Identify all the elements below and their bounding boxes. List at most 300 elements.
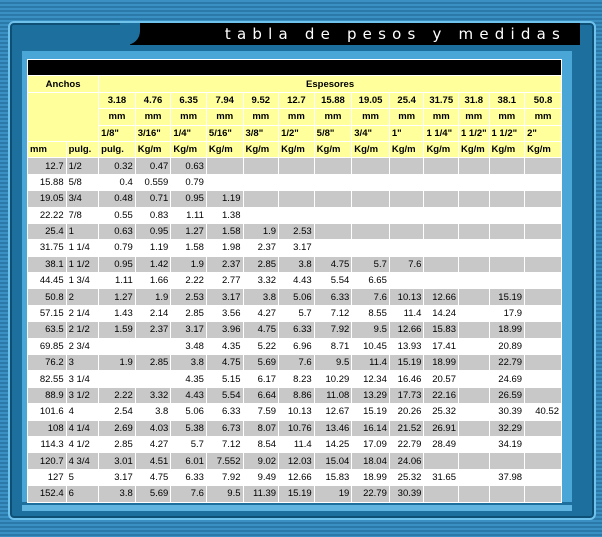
espesor-pulg-header: 3/8" xyxy=(243,125,279,141)
weight-cell: 1.11 xyxy=(99,273,136,289)
weight-cell xyxy=(489,256,525,272)
weight-cell: 14.24 xyxy=(424,305,459,321)
weight-cell: 4.43 xyxy=(279,273,315,289)
weight-cell xyxy=(525,305,562,321)
espesor-mm-header: 38.1 xyxy=(489,92,525,108)
width-pulg-cell: 3 1/2 xyxy=(66,387,99,403)
weight-cell: 5.22 xyxy=(243,338,279,354)
unit-header: Kg/m xyxy=(424,141,459,157)
width-pulg-cell: 6 xyxy=(66,486,99,502)
weight-cell: 4.03 xyxy=(135,420,171,436)
weight-cell: 13.29 xyxy=(352,387,390,403)
weight-cell: 8.86 xyxy=(279,387,315,403)
weight-cell: 12.66 xyxy=(279,469,315,485)
weight-cell xyxy=(459,158,490,174)
width-pulg-cell: 2 1/2 xyxy=(66,322,99,338)
weight-cell: 3.32 xyxy=(135,387,171,403)
weight-cell: 5.7 xyxy=(279,305,315,321)
weight-cell: 3.01 xyxy=(99,453,136,469)
weight-cell: 4.75 xyxy=(243,322,279,338)
weight-cell: 30.39 xyxy=(389,486,424,502)
weight-cell xyxy=(424,174,459,190)
weight-cell: 5.69 xyxy=(135,486,171,502)
espesor-pulg-header: 5/16" xyxy=(206,125,243,141)
weight-cell xyxy=(424,256,459,272)
espesor-mm-unit: mm xyxy=(525,109,562,125)
weight-cell xyxy=(135,371,171,387)
weight-cell: 6.64 xyxy=(243,387,279,403)
width-pulg-cell: 1 1/2 xyxy=(66,256,99,272)
weight-cell: 1.59 xyxy=(99,322,136,338)
weight-cell xyxy=(525,273,562,289)
weight-cell: 2.85 xyxy=(171,305,207,321)
weight-cell: 0.79 xyxy=(99,240,136,256)
weight-cell xyxy=(314,207,352,223)
weight-cell: 4.35 xyxy=(171,371,207,387)
weight-cell: 6.33 xyxy=(171,469,207,485)
weight-cell: 17.09 xyxy=(352,436,390,452)
unit-header: Kg/m xyxy=(279,141,315,157)
unit-header: Kg/m xyxy=(314,141,352,157)
weight-cell: 5.54 xyxy=(314,273,352,289)
weight-cell: 18.99 xyxy=(424,355,459,371)
width-mm-cell: 22.22 xyxy=(28,207,67,223)
weight-cell: 0.559 xyxy=(135,174,171,190)
weight-cell: 2.69 xyxy=(99,420,136,436)
table-row xyxy=(28,191,562,207)
anchos-header: Anchos xyxy=(28,76,99,92)
weight-cell: 24.69 xyxy=(489,371,525,387)
weight-cell: 6.17 xyxy=(243,371,279,387)
weight-cell: 3.17 xyxy=(206,289,243,305)
col-mm-header: mm xyxy=(28,141,67,157)
weight-cell: 4.75 xyxy=(135,469,171,485)
weight-cell xyxy=(424,207,459,223)
weight-cell xyxy=(352,158,390,174)
weight-cell: 2.77 xyxy=(206,273,243,289)
weight-cell: 0.55 xyxy=(99,207,136,223)
espesor-mm-header: 12.7 xyxy=(279,92,315,108)
weight-cell: 15.19 xyxy=(352,404,390,420)
weight-cell: 10.13 xyxy=(279,404,315,420)
weight-cell xyxy=(459,371,490,387)
weight-cell xyxy=(525,256,562,272)
weight-cell xyxy=(352,240,390,256)
weight-cell: 6.33 xyxy=(314,289,352,305)
weight-cell: 1.9 xyxy=(99,355,136,371)
weight-cell: 6.33 xyxy=(206,404,243,420)
width-mm-cell: 82.55 xyxy=(28,371,67,387)
weight-cell xyxy=(459,355,490,371)
weight-cell: 1.98 xyxy=(206,240,243,256)
table-row xyxy=(28,355,562,371)
weight-cell: 18.99 xyxy=(352,469,390,485)
width-pulg-cell: 2 xyxy=(66,289,99,305)
table-row xyxy=(28,240,562,256)
weight-cell: 0.71 xyxy=(135,191,171,207)
weight-cell: 7.6 xyxy=(279,355,315,371)
weight-cell xyxy=(459,273,490,289)
weight-cell: 16.14 xyxy=(352,420,390,436)
table-caption: PLANCHUELAS xyxy=(28,60,562,76)
weight-cell: 21.52 xyxy=(389,420,424,436)
weight-cell: 26.59 xyxy=(489,387,525,403)
weight-cell: 3.8 xyxy=(279,256,315,272)
weight-cell: 3.17 xyxy=(99,469,136,485)
weight-cell xyxy=(525,436,562,452)
weight-cell: 22.79 xyxy=(389,436,424,452)
weight-cell xyxy=(525,420,562,436)
weight-cell: 1.27 xyxy=(99,289,136,305)
espesor-pulg-header: 1/4" xyxy=(171,125,207,141)
weight-cell xyxy=(489,158,525,174)
weight-cell: 15.83 xyxy=(424,322,459,338)
weight-cell: 0.63 xyxy=(171,158,207,174)
weight-cell: 12.34 xyxy=(352,371,390,387)
weight-cell: 20.26 xyxy=(389,404,424,420)
weight-cell xyxy=(525,174,562,190)
weight-cell xyxy=(243,158,279,174)
weight-cell xyxy=(459,436,490,452)
weight-cell: 4.75 xyxy=(314,256,352,272)
weight-cell xyxy=(352,223,390,239)
weight-cell: 1.11 xyxy=(171,207,207,223)
width-mm-cell: 50.8 xyxy=(28,289,67,305)
col-pulg-header: pulg. xyxy=(66,141,99,157)
weight-cell: 0.83 xyxy=(135,207,171,223)
width-mm-cell: 63.5 xyxy=(28,322,67,338)
weight-cell xyxy=(99,338,136,354)
width-pulg-cell: 2 3/4 xyxy=(66,338,99,354)
weight-cell: 30.39 xyxy=(489,404,525,420)
weight-cell xyxy=(459,191,490,207)
weight-cell: 11.08 xyxy=(314,387,352,403)
width-mm-cell: 127 xyxy=(28,469,67,485)
weight-cell: 2.54 xyxy=(99,404,136,420)
weight-cell: 9.49 xyxy=(243,469,279,485)
weight-cell: 15.83 xyxy=(314,469,352,485)
weight-cell xyxy=(424,191,459,207)
weight-cell: 7.552 xyxy=(206,453,243,469)
espesores-header: Espesores xyxy=(99,76,562,92)
weight-cell: 0.95 xyxy=(99,256,136,272)
weight-cell: 0.4 xyxy=(99,174,136,190)
weight-cell: 7.6 xyxy=(171,486,207,502)
weight-cell: 3.8 xyxy=(171,355,207,371)
table-row xyxy=(28,453,562,469)
unit-header: Kg/m xyxy=(135,141,171,157)
weight-cell xyxy=(489,453,525,469)
weight-cell: 18.99 xyxy=(489,322,525,338)
weight-cell: 25.32 xyxy=(424,404,459,420)
weight-cell: 6.01 xyxy=(171,453,207,469)
espesor-mm-header: 50.8 xyxy=(525,92,562,108)
weight-cell xyxy=(459,174,490,190)
weight-cell xyxy=(459,256,490,272)
espesor-pulg-header: 1/8" xyxy=(99,125,136,141)
espesor-mm-unit: mm xyxy=(314,109,352,125)
espesor-pulg-header: 1" xyxy=(389,125,424,141)
width-mm-cell: 101.6 xyxy=(28,404,67,420)
weight-cell: 7.92 xyxy=(206,469,243,485)
weight-cell: 1.43 xyxy=(99,305,136,321)
weight-cell xyxy=(424,453,459,469)
weight-cell xyxy=(525,158,562,174)
weight-cell: 1.19 xyxy=(135,240,171,256)
weight-cell: 32.29 xyxy=(489,420,525,436)
weight-cell: 2.85 xyxy=(99,436,136,452)
table-row xyxy=(28,404,562,420)
weight-cell: 5.54 xyxy=(206,387,243,403)
weight-cell: 18.04 xyxy=(352,453,390,469)
weight-cell xyxy=(314,191,352,207)
weight-cell: 22.16 xyxy=(424,387,459,403)
weight-cell: 13.93 xyxy=(389,338,424,354)
weight-cell: 17.73 xyxy=(389,387,424,403)
weight-cell xyxy=(352,191,390,207)
weight-cell: 7.12 xyxy=(314,305,352,321)
weight-cell: 4.43 xyxy=(171,387,207,403)
width-pulg-cell: 1 1/4 xyxy=(66,240,99,256)
weight-cell: 5.15 xyxy=(206,371,243,387)
width-pulg-cell: 3/4 xyxy=(66,191,99,207)
width-mm-cell: 19.05 xyxy=(28,191,67,207)
table-row xyxy=(28,256,562,272)
weight-cell: 31.65 xyxy=(424,469,459,485)
weight-cell: 3.32 xyxy=(243,273,279,289)
weight-cell xyxy=(489,240,525,256)
width-mm-cell: 114.3 xyxy=(28,436,67,452)
table-row xyxy=(28,486,562,502)
width-mm-cell: 120.7 xyxy=(28,453,67,469)
weight-cell: 9.5 xyxy=(206,486,243,502)
width-mm-cell: 12.7 xyxy=(28,158,67,174)
table-row xyxy=(28,338,562,354)
weight-cell xyxy=(389,223,424,239)
espesor-mm-unit: mm xyxy=(206,109,243,125)
weight-cell: 26.91 xyxy=(424,420,459,436)
bottom-bar xyxy=(22,505,572,511)
weight-cell xyxy=(459,486,490,502)
weight-cell xyxy=(525,338,562,354)
table-row xyxy=(28,387,562,403)
weight-cell: 6.73 xyxy=(206,420,243,436)
espesor-mm-unit: mm xyxy=(352,109,390,125)
weight-cell xyxy=(279,191,315,207)
weight-cell: 11.4 xyxy=(389,305,424,321)
weight-cell xyxy=(424,273,459,289)
weight-cell xyxy=(279,174,315,190)
espesor-mm-unit: mm xyxy=(279,109,315,125)
espesor-mm-unit: mm xyxy=(135,109,171,125)
weight-cell: 7.6 xyxy=(352,289,390,305)
weight-cell xyxy=(424,223,459,239)
espesor-mm-header: 9.52 xyxy=(243,92,279,108)
width-mm-cell: 108 xyxy=(28,420,67,436)
weight-cell: 10.76 xyxy=(279,420,315,436)
weight-cell: 34.19 xyxy=(489,436,525,452)
weight-cell: 9.5 xyxy=(352,322,390,338)
weight-cell: 3.17 xyxy=(171,322,207,338)
weight-cell: 9.5 xyxy=(314,355,352,371)
weight-cell xyxy=(459,387,490,403)
weight-cell: 3.48 xyxy=(171,338,207,354)
espesor-mm-header: 31.8 xyxy=(459,92,490,108)
weight-cell: 8.07 xyxy=(243,420,279,436)
weight-cell xyxy=(389,158,424,174)
weight-cell xyxy=(99,371,136,387)
espesor-pulg-header: 3/4" xyxy=(352,125,390,141)
espesor-mm-header: 4.76 xyxy=(135,92,171,108)
weight-cell: 7.92 xyxy=(314,322,352,338)
weight-cell xyxy=(459,289,490,305)
weight-cell: 1.66 xyxy=(135,273,171,289)
width-pulg-cell: 5 xyxy=(66,469,99,485)
weight-cell: 1.9 xyxy=(243,223,279,239)
weight-cell xyxy=(459,240,490,256)
weight-cell xyxy=(279,158,315,174)
weight-cell: 6.96 xyxy=(279,338,315,354)
weight-cell: 2.53 xyxy=(171,289,207,305)
weight-cell: 1.9 xyxy=(135,289,171,305)
weight-cell xyxy=(525,191,562,207)
unit-header: Kg/m xyxy=(489,141,525,157)
weight-cell xyxy=(525,223,562,239)
weight-cell: 4.75 xyxy=(206,355,243,371)
weight-cell: 8.54 xyxy=(243,436,279,452)
weight-cell: 1.19 xyxy=(206,191,243,207)
weight-cell xyxy=(243,191,279,207)
espesor-mm-unit: mm xyxy=(459,109,490,125)
weight-cell: 2.22 xyxy=(99,387,136,403)
weight-cell xyxy=(314,223,352,239)
width-pulg-cell: 4 3/4 xyxy=(66,453,99,469)
width-pulg-cell: 2 1/4 xyxy=(66,305,99,321)
unit-header: pulg. xyxy=(99,141,136,157)
weight-cell: 11.4 xyxy=(352,355,390,371)
weight-cell: 8.55 xyxy=(352,305,390,321)
table-row xyxy=(28,223,562,239)
width-pulg-cell: 1 3/4 xyxy=(66,273,99,289)
width-mm-cell: 57.15 xyxy=(28,305,67,321)
weight-cell: 3.56 xyxy=(206,305,243,321)
weight-cell: 3.17 xyxy=(279,240,315,256)
width-mm-cell: 69.85 xyxy=(28,338,67,354)
unit-header: Kg/m xyxy=(352,141,390,157)
weight-cell: 1.42 xyxy=(135,256,171,272)
weight-cell: 4.51 xyxy=(135,453,171,469)
title-bar xyxy=(130,23,580,45)
header-spacer xyxy=(28,92,99,141)
weight-cell: 0.63 xyxy=(99,223,136,239)
width-pulg-cell: 3 xyxy=(66,355,99,371)
espesor-mm-unit: mm xyxy=(389,109,424,125)
weight-cell xyxy=(459,469,490,485)
weight-cell xyxy=(459,322,490,338)
weight-cell: 2.14 xyxy=(135,305,171,321)
weight-cell: 4.27 xyxy=(135,436,171,452)
weight-cell: 6.65 xyxy=(352,273,390,289)
weight-cell xyxy=(489,486,525,502)
weight-cell: 2.37 xyxy=(206,256,243,272)
weight-cell: 2.53 xyxy=(279,223,315,239)
weight-cell xyxy=(459,338,490,354)
weight-cell xyxy=(424,486,459,502)
weight-cell: 11.4 xyxy=(279,436,315,452)
weight-cell xyxy=(489,174,525,190)
weight-cell xyxy=(459,305,490,321)
espesor-mm-header: 25.4 xyxy=(389,92,424,108)
espesor-pulg-header: 5/8" xyxy=(314,125,352,141)
width-pulg-cell: 4 1/4 xyxy=(66,420,99,436)
weight-cell: 1.9 xyxy=(171,256,207,272)
weight-cell: 5.7 xyxy=(352,256,390,272)
table-row xyxy=(28,289,562,305)
weight-cell xyxy=(525,387,562,403)
weight-cell: 4.27 xyxy=(243,305,279,321)
width-pulg-cell: 3 1/4 xyxy=(66,371,99,387)
width-pulg-cell: 7/8 xyxy=(66,207,99,223)
weight-cell xyxy=(279,207,315,223)
weight-cell xyxy=(424,158,459,174)
weight-cell xyxy=(525,371,562,387)
unit-header: Kg/m xyxy=(171,141,207,157)
table-header xyxy=(28,60,562,158)
weight-cell xyxy=(314,240,352,256)
weight-cell: 0.79 xyxy=(171,174,207,190)
weight-cell xyxy=(314,158,352,174)
table-row xyxy=(28,469,562,485)
weight-cell xyxy=(459,207,490,223)
weight-cell xyxy=(525,453,562,469)
weight-cell: 7.59 xyxy=(243,404,279,420)
weight-cell: 1.27 xyxy=(171,223,207,239)
espesor-pulg-header: 1 1/2" xyxy=(489,125,525,141)
weight-cell: 3.96 xyxy=(206,322,243,338)
title-bar-cap xyxy=(120,23,140,45)
table-body xyxy=(28,158,562,502)
espesor-mm-header: 3.18 xyxy=(99,92,136,108)
weight-cell xyxy=(389,240,424,256)
weight-cell xyxy=(525,486,562,502)
table-row xyxy=(28,174,562,190)
width-pulg-cell: 1 xyxy=(66,223,99,239)
table-row xyxy=(28,371,562,387)
weight-cell: 28.49 xyxy=(424,436,459,452)
weight-cell: 2.85 xyxy=(135,355,171,371)
weight-cell: 15.04 xyxy=(314,453,352,469)
weight-cell: 19 xyxy=(314,486,352,502)
weight-cell: 0.48 xyxy=(99,191,136,207)
weight-cell: 12.03 xyxy=(279,453,315,469)
weight-cell: 15.19 xyxy=(389,355,424,371)
weight-cell xyxy=(352,207,390,223)
weight-cell: 1.58 xyxy=(171,240,207,256)
table-row xyxy=(28,436,562,452)
weight-cell xyxy=(243,174,279,190)
weight-cell: 16.46 xyxy=(389,371,424,387)
weight-cell xyxy=(389,207,424,223)
weight-cell xyxy=(459,453,490,469)
unit-header: Kg/m xyxy=(243,141,279,157)
weight-cell: 1.38 xyxy=(206,207,243,223)
espesor-mm-header: 6.35 xyxy=(171,92,207,108)
weight-cell: 8.71 xyxy=(314,338,352,354)
weight-cell: 24.06 xyxy=(389,453,424,469)
width-pulg-cell: 1/2 xyxy=(66,158,99,174)
width-mm-cell: 31.75 xyxy=(28,240,67,256)
table-row xyxy=(28,420,562,436)
